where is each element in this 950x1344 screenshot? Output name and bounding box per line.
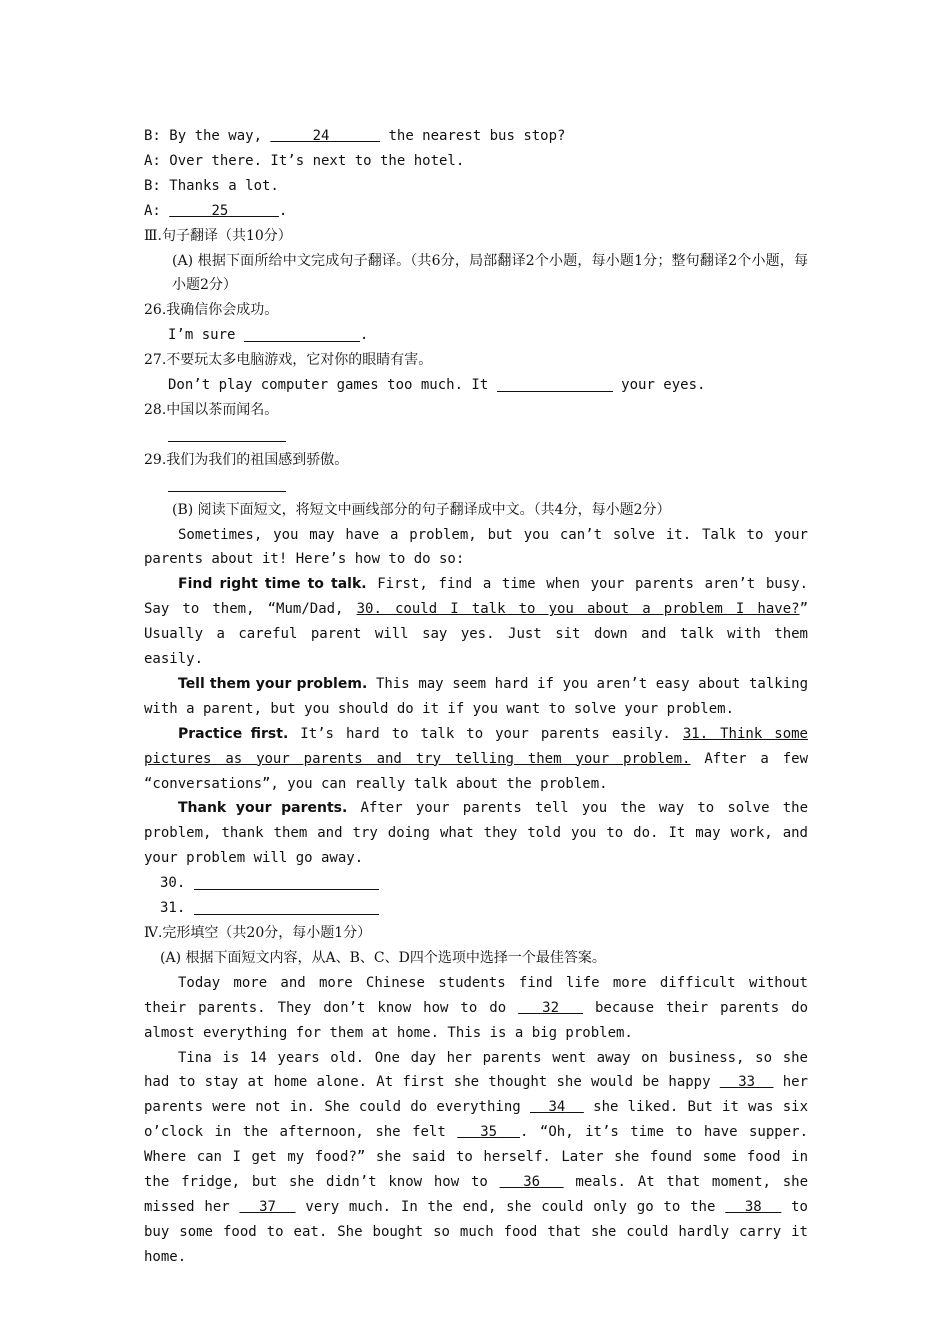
answer-blank-27[interactable] [497, 374, 613, 392]
answer-blank-29[interactable] [168, 474, 286, 492]
answer-line-28 [144, 423, 808, 448]
section-title: Ⅲ.句子翻译（共10分） [144, 227, 292, 244]
question-26-english: I’m sure . [144, 323, 808, 348]
cloze-paragraph: Today more and more Chinese students find life more difficult without their parents. They don’t know how to do 32 because their parents do almost everything for them at home. This is a big problem. [144, 974, 808, 1041]
answer-blank-31[interactable] [194, 897, 379, 915]
blank-34[interactable]: 34 [548, 1099, 566, 1116]
question-29: 29.我们为我们的祖国感到骄傲。 [144, 451, 349, 468]
blank-35[interactable]: 35 [480, 1124, 498, 1141]
question-28: 28.中国以茶而闻名。 [144, 401, 279, 418]
cloze-paragraph: Tina is 14 years old. One day her parents went away on business, so she had to stay at home alone. At first she thought she would be happy 33 her parents were not in. She could do everything 34 she liked. But it was six o’clock in the afternoon, she felt 35 . “Oh, it’s time to have supper. Where can I get my food?” she said to herself. Later she found some food in the fridge, but she didn’t know how to 36 meals. At that moment, she missed her 37 very much. In the end, she could only go to the 38 to buy some food to eat. She bought so much food that she could hardly carry it home. [144, 1049, 809, 1265]
instruction: (B) 阅读下面短文，将短文中画线部分的句子翻译成中文。（共4分，每小题2分） [172, 501, 671, 518]
section-title: Ⅳ.完形填空（共20分，每小题1分） [144, 925, 372, 941]
dialogue-text: the nearest bus stop? [380, 128, 566, 144]
instruction: (A) 根据下面短文内容，从A、B、C、D四个选项中选择一个最佳答案。 [160, 949, 606, 966]
blank-24[interactable]: 24 [312, 128, 330, 144]
answer-line-30: 30. [144, 871, 808, 896]
exam-page [144, 124, 808, 1270]
question-27-english: Don’t play computer games too much. It your eyes. [144, 373, 808, 398]
blank-33[interactable]: 33 [738, 1074, 756, 1091]
blank-36[interactable]: 36 [523, 1174, 541, 1191]
instruction: (A) 根据下面所给中文完成句子翻译。（共6分，局部翻译2个小题，每小题1分；整句翻译2个小题，每小题2分） [172, 252, 808, 294]
answer-blank-26[interactable] [244, 324, 360, 342]
passage-paragraph: Sometimes, you may have a problem, but you can’t solve it. Talk to your parents about it! Here’s how to do so: [144, 526, 808, 568]
blank-32[interactable]: 32 [542, 999, 559, 1016]
underlined-sentence-31: 31. Think some pictures as your parents and try telling them your problem. [144, 725, 808, 767]
answer-blank-30[interactable] [194, 872, 379, 890]
dialogue-line [144, 124, 808, 149]
dialogue-line: A: 25 . [144, 202, 288, 219]
question-27: 27.不要玩太多电脑游戏，它对你的眼睛有害。 [144, 352, 433, 369]
answer-line-31: 31. [144, 896, 808, 921]
answer-line-29 [144, 473, 808, 498]
question-26: 26.我确信你会成功。 [144, 302, 279, 319]
answer-blank-28[interactable] [168, 424, 286, 442]
blank-25[interactable]: 25 [211, 202, 229, 219]
dialogue-line: A: Over there. It’s next to the hotel. [144, 152, 465, 169]
passage-paragraph: Tell them your problem. This may seem hard if you aren’t easy about talking with a parent, but you should do it if you want to solve your problem. [144, 675, 808, 717]
dialogue-text: B: By the way, [144, 128, 271, 144]
blank-37[interactable]: 37 [259, 1198, 276, 1215]
passage-paragraph: Find right time to talk. First, find a time when your parents aren’t busy. Say to them, “Mum/Dad, 30. could I talk to you about a problem I have?” Usually a careful parent will say yes. Just sit down and talk with them easily. [144, 576, 809, 668]
blank-38[interactable]: 38 [744, 1198, 762, 1215]
passage-paragraph: Practice first. It’s hard to talk to your parents easily. 31. Think some pictures as your parents and try telling them your problem. After a few “conversations”, you can really talk about the problem. [144, 725, 809, 792]
dialogue-line: B: Thanks a lot. [144, 177, 279, 194]
underlined-sentence-30: 30. could I talk to you about a problem I have? [356, 601, 800, 618]
passage-paragraph: Thank your parents. After your parents tell you the way to solve the problem, thank them and try doing what they told you to do. It may work, and your problem will go away. [144, 800, 808, 867]
